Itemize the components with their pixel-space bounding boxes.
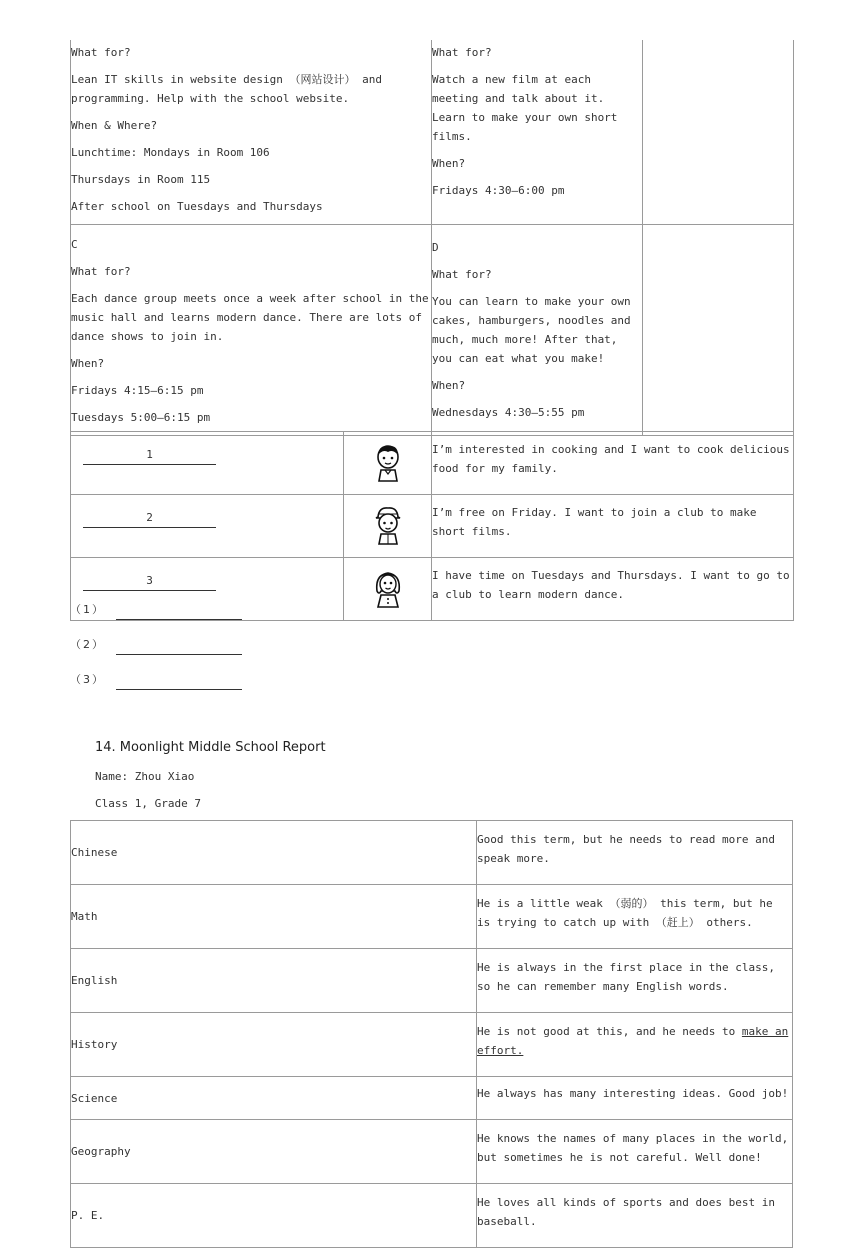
subject-cell: Math	[71, 885, 477, 949]
club-c-time-2: Tuesdays 5:00—6:15 pm	[71, 411, 211, 424]
report-table	[70, 820, 793, 1248]
answer-input-2[interactable]	[116, 654, 242, 655]
club-d-when-label: When?	[432, 379, 466, 392]
club-film-description: Watch a new film at each meeting and talk about it. Learn to make your own short films.	[432, 73, 618, 143]
matching-table	[70, 431, 794, 621]
match-row-2	[71, 495, 794, 558]
blank-number: 2	[146, 511, 153, 524]
report-row	[71, 821, 793, 885]
club-b-when-label: When & Where?	[71, 119, 158, 132]
club-d-letter: D	[432, 241, 439, 254]
answer-line-3	[70, 671, 270, 691]
answer-blank-3[interactable]	[83, 571, 216, 591]
report-row	[71, 1013, 793, 1077]
comment-cell: Good this term, but he needs to read more and speak more.	[477, 821, 793, 885]
person-cell	[344, 432, 432, 495]
blank-number: 3	[146, 574, 153, 587]
empty-cell	[643, 40, 794, 225]
club-d-time: Wednesdays 4:30—5:55 pm	[432, 406, 585, 419]
club-c-when-label: When?	[71, 357, 105, 370]
girl-icon	[373, 569, 403, 609]
answer-line-1	[70, 601, 270, 621]
statement-cell	[432, 432, 794, 495]
statement-text: I’m free on Friday. I want to join a club to make short films.	[432, 506, 757, 538]
report-row	[71, 1184, 793, 1248]
match-row-1	[71, 432, 794, 495]
subject-cell: English	[71, 949, 477, 1013]
club-d-cell	[432, 225, 643, 436]
club-film-when-label: When?	[432, 157, 466, 170]
clubs-row-2	[71, 225, 794, 436]
answer-number: （3）	[70, 673, 105, 686]
comment-cell: He is always in the first place in the class, so he can remember many English words.	[477, 949, 793, 1013]
student-class: Class 1, Grade 7	[95, 797, 201, 810]
blank-number: 1	[146, 448, 153, 461]
blank-cell	[71, 432, 344, 495]
report-row	[71, 1077, 793, 1120]
subject-cell: Geography	[71, 1120, 477, 1184]
comment-cell	[477, 1013, 793, 1077]
answer-input-1[interactable]	[116, 619, 242, 620]
club-film-what-label: What for?	[432, 46, 492, 59]
answer-line-2	[70, 636, 270, 656]
club-b-time-1: Lunchtime: Mondays in Room 106	[71, 146, 270, 159]
subject-cell: Chinese	[71, 821, 477, 885]
club-d-what-label: What for?	[432, 268, 492, 281]
statement-text: I’m interested in cooking and I want to cook delicious food for my family.	[432, 443, 790, 475]
subject-cell: Science	[71, 1077, 477, 1120]
answer-number: （1）	[70, 603, 105, 616]
club-film-time: Fridays 4:30—6:00 pm	[432, 184, 565, 197]
answer-number: （2）	[70, 638, 105, 651]
empty-cell	[643, 225, 794, 436]
club-c-letter: C	[71, 238, 78, 251]
statement-text: I have time on Tuesdays and Thursdays. I want to go to a club to learn modern dance.	[432, 569, 790, 601]
boy-icon	[373, 443, 403, 483]
club-film-cell	[432, 40, 643, 225]
club-b-time-2: Thursdays in Room 115	[71, 173, 211, 186]
person-cell	[344, 558, 432, 621]
club-b-time-3: After school on Tuesdays and Thursdays	[71, 200, 323, 213]
club-b-what-label: What for?	[71, 46, 131, 59]
report-row	[71, 885, 793, 949]
subject-cell: History	[71, 1013, 477, 1077]
report-row	[71, 1120, 793, 1184]
report-row	[71, 949, 793, 1013]
comment-cell: He knows the names of many places in the world, but sometimes he is not careful. Well done!	[477, 1120, 793, 1184]
subject-cell: P. E.	[71, 1184, 477, 1248]
answer-input-3[interactable]	[116, 689, 242, 690]
boy-cap-icon	[373, 506, 403, 546]
comment-cell: He loves all kinds of sports and does best in baseball.	[477, 1184, 793, 1248]
comment-text: He is not good at this, and he needs to	[477, 1025, 742, 1038]
comment-cell: He always has many interesting ideas. Good job!	[477, 1077, 793, 1120]
club-c-description: Each dance group meets once a week after school in the music hall and learns modern dance. There are lots of dance shows to join in.	[71, 292, 429, 343]
comment-cell: He is a little weak （弱的） this term, but he is trying to catch up with （赶上） others.	[477, 885, 793, 949]
club-c-cell	[71, 225, 432, 436]
statement-cell	[432, 558, 794, 621]
club-b-cell	[71, 40, 432, 225]
blank-cell	[71, 495, 344, 558]
person-cell	[344, 495, 432, 558]
student-name: Name: Zhou Xiao	[95, 770, 195, 783]
underlined-phrase: make an effort.	[477, 1025, 789, 1057]
club-b-description: Lean IT skills in website design （网站设计） and programming. Help with the school website.	[71, 73, 383, 105]
club-d-description: You can learn to make your own cakes, hamburgers, noodles and much, much more! After that, you can eat what you make!	[432, 295, 631, 365]
answer-blank-1[interactable]	[83, 445, 216, 465]
clubs-table	[70, 40, 794, 436]
clubs-row-1	[71, 40, 794, 225]
club-c-time-1: Fridays 4:15—6:15 pm	[71, 384, 204, 397]
question-title: 14. Moonlight Middle School Report	[95, 740, 326, 755]
club-c-what-label: What for?	[71, 265, 131, 278]
answer-blank-2[interactable]	[83, 508, 216, 528]
statement-cell	[432, 495, 794, 558]
